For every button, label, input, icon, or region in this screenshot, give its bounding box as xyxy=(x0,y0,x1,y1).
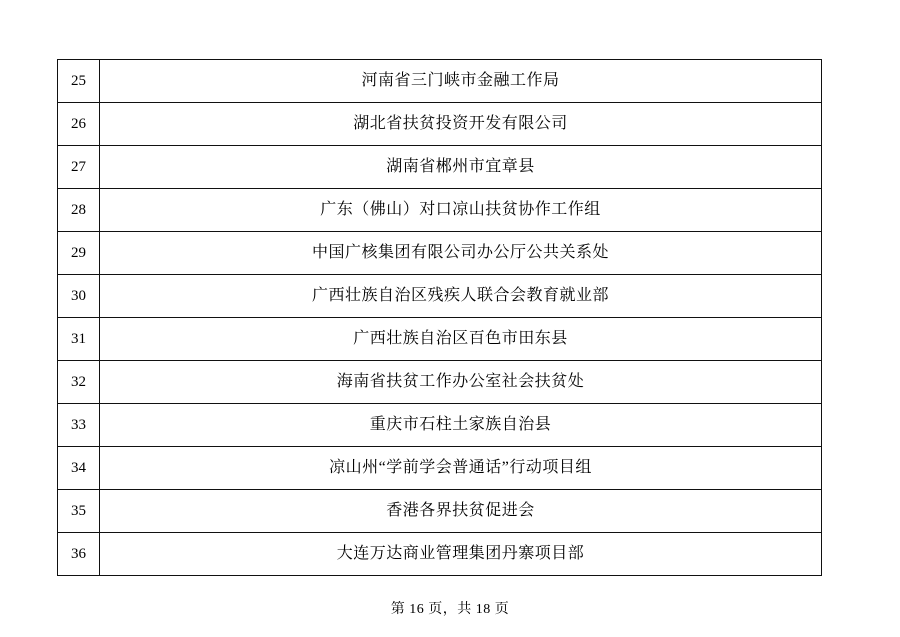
table-row xyxy=(58,361,822,404)
row-name-text: 香港各界扶贫促进会 xyxy=(386,502,535,519)
row-index-text: 25 xyxy=(71,73,86,89)
row-name-text: 海南省扶贫工作办公室社会扶贫处 xyxy=(336,373,585,390)
row-index-cell xyxy=(58,533,100,576)
row-index-text: 29 xyxy=(71,245,86,261)
row-name-cell xyxy=(100,490,822,533)
row-index-text: 36 xyxy=(71,546,86,562)
row-name-cell xyxy=(100,189,822,232)
row-index-cell xyxy=(58,60,100,103)
table-row xyxy=(58,404,822,447)
row-index-cell xyxy=(58,189,100,232)
row-name-cell xyxy=(100,103,822,146)
row-index-text: 27 xyxy=(71,159,86,175)
table-row xyxy=(58,189,822,232)
table-body xyxy=(58,60,822,576)
row-index-text: 26 xyxy=(71,116,86,132)
row-name-text: 凉山州“学前学会普通话”行动项目组 xyxy=(329,459,592,476)
row-name-text: 大连万达商业管理集团丹寨项目部 xyxy=(336,545,585,562)
row-name-text: 中国广核集团有限公司办公厅公共关系处 xyxy=(311,244,609,261)
row-name-text: 河南省三门峡市金融工作局 xyxy=(361,72,560,89)
row-index-text: 32 xyxy=(71,374,86,390)
row-name-text: 重庆市石柱土家族自治县 xyxy=(369,416,552,433)
row-name-cell xyxy=(100,146,822,189)
row-index-text: 34 xyxy=(71,460,86,476)
row-index-cell xyxy=(58,447,100,490)
row-index-cell xyxy=(58,103,100,146)
row-name-cell xyxy=(100,447,822,490)
row-name-cell xyxy=(100,404,822,447)
row-index-text: 31 xyxy=(71,331,86,347)
page-footer: 第 16 页，共 18 页 xyxy=(390,602,510,617)
row-name-text: 广西壮族自治区百色市田东县 xyxy=(353,330,568,347)
table-row xyxy=(58,60,822,103)
table-row xyxy=(58,490,822,533)
table-row xyxy=(58,275,822,318)
row-index-text: 30 xyxy=(71,288,86,304)
row-index-cell xyxy=(58,275,100,318)
row-name-cell xyxy=(100,275,822,318)
entity-list-table xyxy=(57,59,822,576)
row-name-text: 广西壮族自治区残疾人联合会教育就业部 xyxy=(311,287,609,304)
table-row xyxy=(58,146,822,189)
row-name-cell xyxy=(100,533,822,576)
row-name-cell xyxy=(100,318,822,361)
row-name-text: 湖南省郴州市宜章县 xyxy=(386,158,535,175)
table-row xyxy=(58,447,822,490)
row-name-cell xyxy=(100,232,822,275)
row-index-text: 33 xyxy=(71,417,86,433)
table-row xyxy=(58,533,822,576)
table-row xyxy=(58,232,822,275)
row-index-text: 28 xyxy=(71,202,86,218)
row-index-cell xyxy=(58,146,100,189)
row-name-cell xyxy=(100,361,822,404)
row-name-text: 广东（佛山）对口凉山扶贫协作工作组 xyxy=(320,201,601,218)
row-index-cell xyxy=(58,318,100,361)
row-index-cell xyxy=(58,232,100,275)
row-index-cell xyxy=(58,404,100,447)
row-index-text: 35 xyxy=(71,503,86,519)
table-row xyxy=(58,318,822,361)
row-index-cell xyxy=(58,361,100,404)
row-index-cell xyxy=(58,490,100,533)
row-name-cell xyxy=(100,60,822,103)
row-name-text: 湖北省扶贫投资开发有限公司 xyxy=(353,115,568,132)
table-row xyxy=(58,103,822,146)
